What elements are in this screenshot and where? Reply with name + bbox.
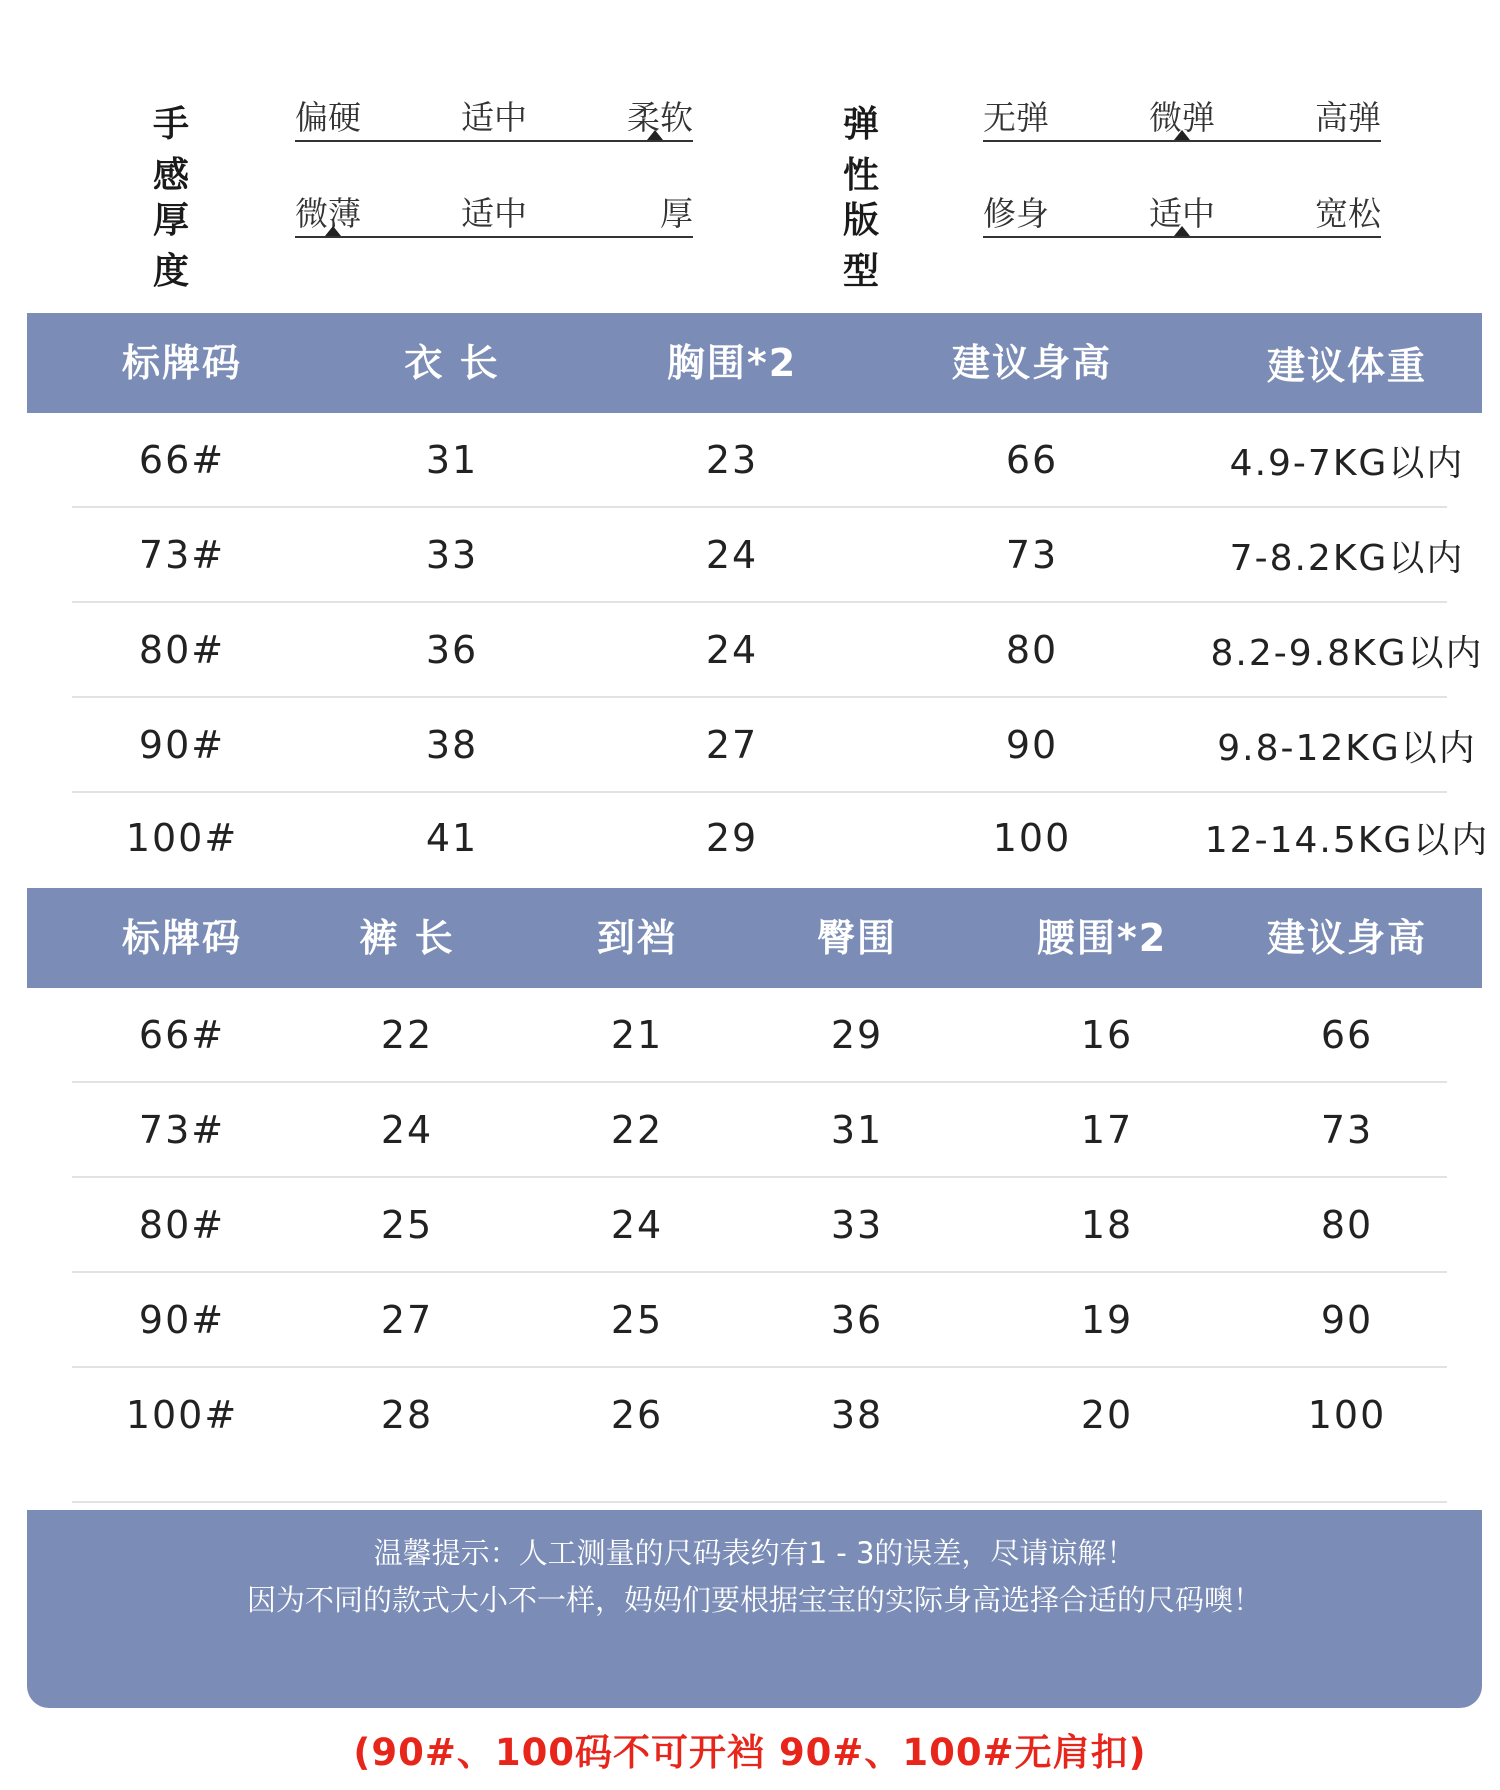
scale-option: 适中: [1149, 194, 1215, 233]
crotch-footnote: (90#、100码不可开裆 90#、100#无肩扣): [353, 1731, 1147, 1774]
notice-line: 温馨提示：人工测量的尺码表约有1 - 3的误差，尽请谅解！: [373, 1536, 1136, 1570]
scale-marker-icon: [647, 130, 663, 140]
table-cell: 66#: [138, 438, 226, 482]
attribute-scale: [983, 92, 1381, 152]
table-row: [27, 413, 1482, 508]
table-cell: 24: [705, 533, 759, 577]
table-cell: 24: [380, 1108, 434, 1152]
scale-marker-icon: [1174, 130, 1190, 140]
column-header: 建议体重: [1266, 344, 1427, 388]
table-spacer-row: [27, 1463, 1482, 1503]
table-cell: 80: [1320, 1203, 1374, 1247]
scale-option: 偏硬: [295, 98, 361, 137]
attribute-label: 版型: [843, 200, 880, 292]
table-cell: 38: [425, 723, 479, 767]
table-cell: 33: [425, 533, 479, 577]
column-header: 标牌码: [121, 916, 242, 960]
table-cell: 90#: [138, 1298, 226, 1342]
table-cell: 100#: [125, 816, 239, 860]
table-cell: 19: [1080, 1298, 1134, 1342]
table-cell: 24: [705, 628, 759, 672]
table-cell: 17: [1080, 1108, 1134, 1152]
table-cell: 18: [1080, 1203, 1134, 1247]
scale-line: [295, 236, 693, 238]
table-cell: 23: [705, 438, 759, 482]
column-header: 腰围*2: [1036, 916, 1168, 960]
table-cell: 100#: [125, 1393, 239, 1437]
table-cell: 36: [830, 1298, 884, 1342]
table-cell: 41: [425, 816, 479, 860]
scale-line: [295, 140, 693, 142]
scale-option: 宽松: [1315, 194, 1381, 233]
table-cell: 100: [992, 816, 1072, 860]
table-cell: 27: [380, 1298, 434, 1342]
table-cell: 7-8.2KG以内: [1229, 538, 1465, 579]
table-cell: 90: [1005, 723, 1059, 767]
attribute-label: 弹性: [843, 104, 880, 196]
bottom-size-table: [27, 888, 1482, 1503]
scale-option: 柔软: [627, 98, 693, 137]
column-header: 到裆: [596, 916, 677, 960]
table-cell: 38: [830, 1393, 884, 1437]
table-cell: 20: [1080, 1393, 1134, 1437]
table-row: [27, 1083, 1482, 1178]
scale-option: 适中: [461, 194, 527, 233]
table-cell: 31: [830, 1108, 884, 1152]
table-row: [27, 698, 1482, 793]
table-cell: 21: [610, 1013, 664, 1057]
table-row: [27, 1178, 1482, 1273]
scale-line: [983, 236, 1381, 238]
fabric-attributes: [0, 0, 1500, 292]
row-divider: [72, 1501, 1447, 1503]
table-cell: 28: [380, 1393, 434, 1437]
scale-option: 无弹: [983, 98, 1049, 137]
column-header: 裤 长: [359, 916, 455, 960]
column-header: 胸围*2: [666, 341, 798, 385]
scale-marker-icon: [1174, 226, 1190, 236]
table-cell: 80#: [138, 628, 226, 672]
table-cell: 29: [705, 816, 759, 860]
attribute-scale: [295, 92, 693, 152]
column-header: 臀围: [816, 916, 897, 960]
scale-option: 适中: [461, 98, 527, 137]
table-cell: 90#: [138, 723, 226, 767]
table-cell: 12-14.5KG以内: [1204, 820, 1490, 861]
attribute-scale: [983, 188, 1381, 248]
top-size-table: [27, 313, 1490, 873]
table-cell: 66#: [138, 1013, 226, 1057]
table-cell: 73#: [138, 1108, 226, 1152]
table-cell: 73: [1005, 533, 1059, 577]
table-row: [27, 1368, 1482, 1463]
size-notice: [27, 1510, 1482, 1708]
table-row: [27, 603, 1482, 698]
column-header: 建议身高: [951, 341, 1112, 385]
attribute-scale: [295, 188, 693, 248]
table-cell: 27: [705, 723, 759, 767]
column-header: 标牌码: [121, 341, 242, 385]
scale-option: 高弹: [1315, 98, 1381, 137]
table-cell: 31: [425, 438, 479, 482]
table-row: [27, 1273, 1482, 1368]
table-cell: 22: [610, 1108, 664, 1152]
scale-option: 修身: [983, 194, 1049, 233]
table-header: [27, 313, 1482, 413]
column-header: 建议身高: [1266, 916, 1427, 960]
table-cell: 33: [830, 1203, 884, 1247]
table-row: [27, 508, 1482, 603]
table-cell: 16: [1080, 1013, 1134, 1057]
table-cell: 66: [1320, 1013, 1374, 1057]
table-cell: 9.8-12KG以内: [1217, 728, 1477, 769]
scale-line: [983, 140, 1381, 142]
table-cell: 4.9-7KG以内: [1229, 443, 1465, 484]
scale-marker-icon: [325, 226, 341, 236]
notice-line: 因为不同的款式大小不一样，妈妈们要根据宝宝的实际身高选择合适的尺码噢！: [246, 1583, 1262, 1617]
table-cell: 80: [1005, 628, 1059, 672]
table-cell: 8.2-9.8KG以内: [1210, 633, 1484, 674]
table-cell: 73: [1320, 1108, 1374, 1152]
table-cell: 24: [610, 1203, 664, 1247]
table-cell: 73#: [138, 533, 226, 577]
table-cell: 25: [380, 1203, 434, 1247]
table-cell: 25: [610, 1298, 664, 1342]
table-row: [27, 988, 1482, 1083]
table-header: [27, 888, 1482, 988]
table-row: [27, 793, 1490, 873]
table-cell: 100: [1307, 1393, 1387, 1437]
attribute-label: 厚度: [153, 200, 190, 292]
table-cell: 36: [425, 628, 479, 672]
attribute-label: 手感: [153, 104, 190, 196]
table-cell: 22: [380, 1013, 434, 1057]
scale-option: 厚: [660, 194, 693, 233]
table-cell: 26: [610, 1393, 664, 1437]
table-cell: 80#: [138, 1203, 226, 1247]
table-cell: 29: [830, 1013, 884, 1057]
table-cell: 90: [1320, 1298, 1374, 1342]
column-header: 衣 长: [404, 341, 500, 385]
scale-option: 微弹: [1149, 98, 1215, 137]
table-cell: 66: [1005, 438, 1059, 482]
scale-option: 微薄: [295, 194, 361, 233]
